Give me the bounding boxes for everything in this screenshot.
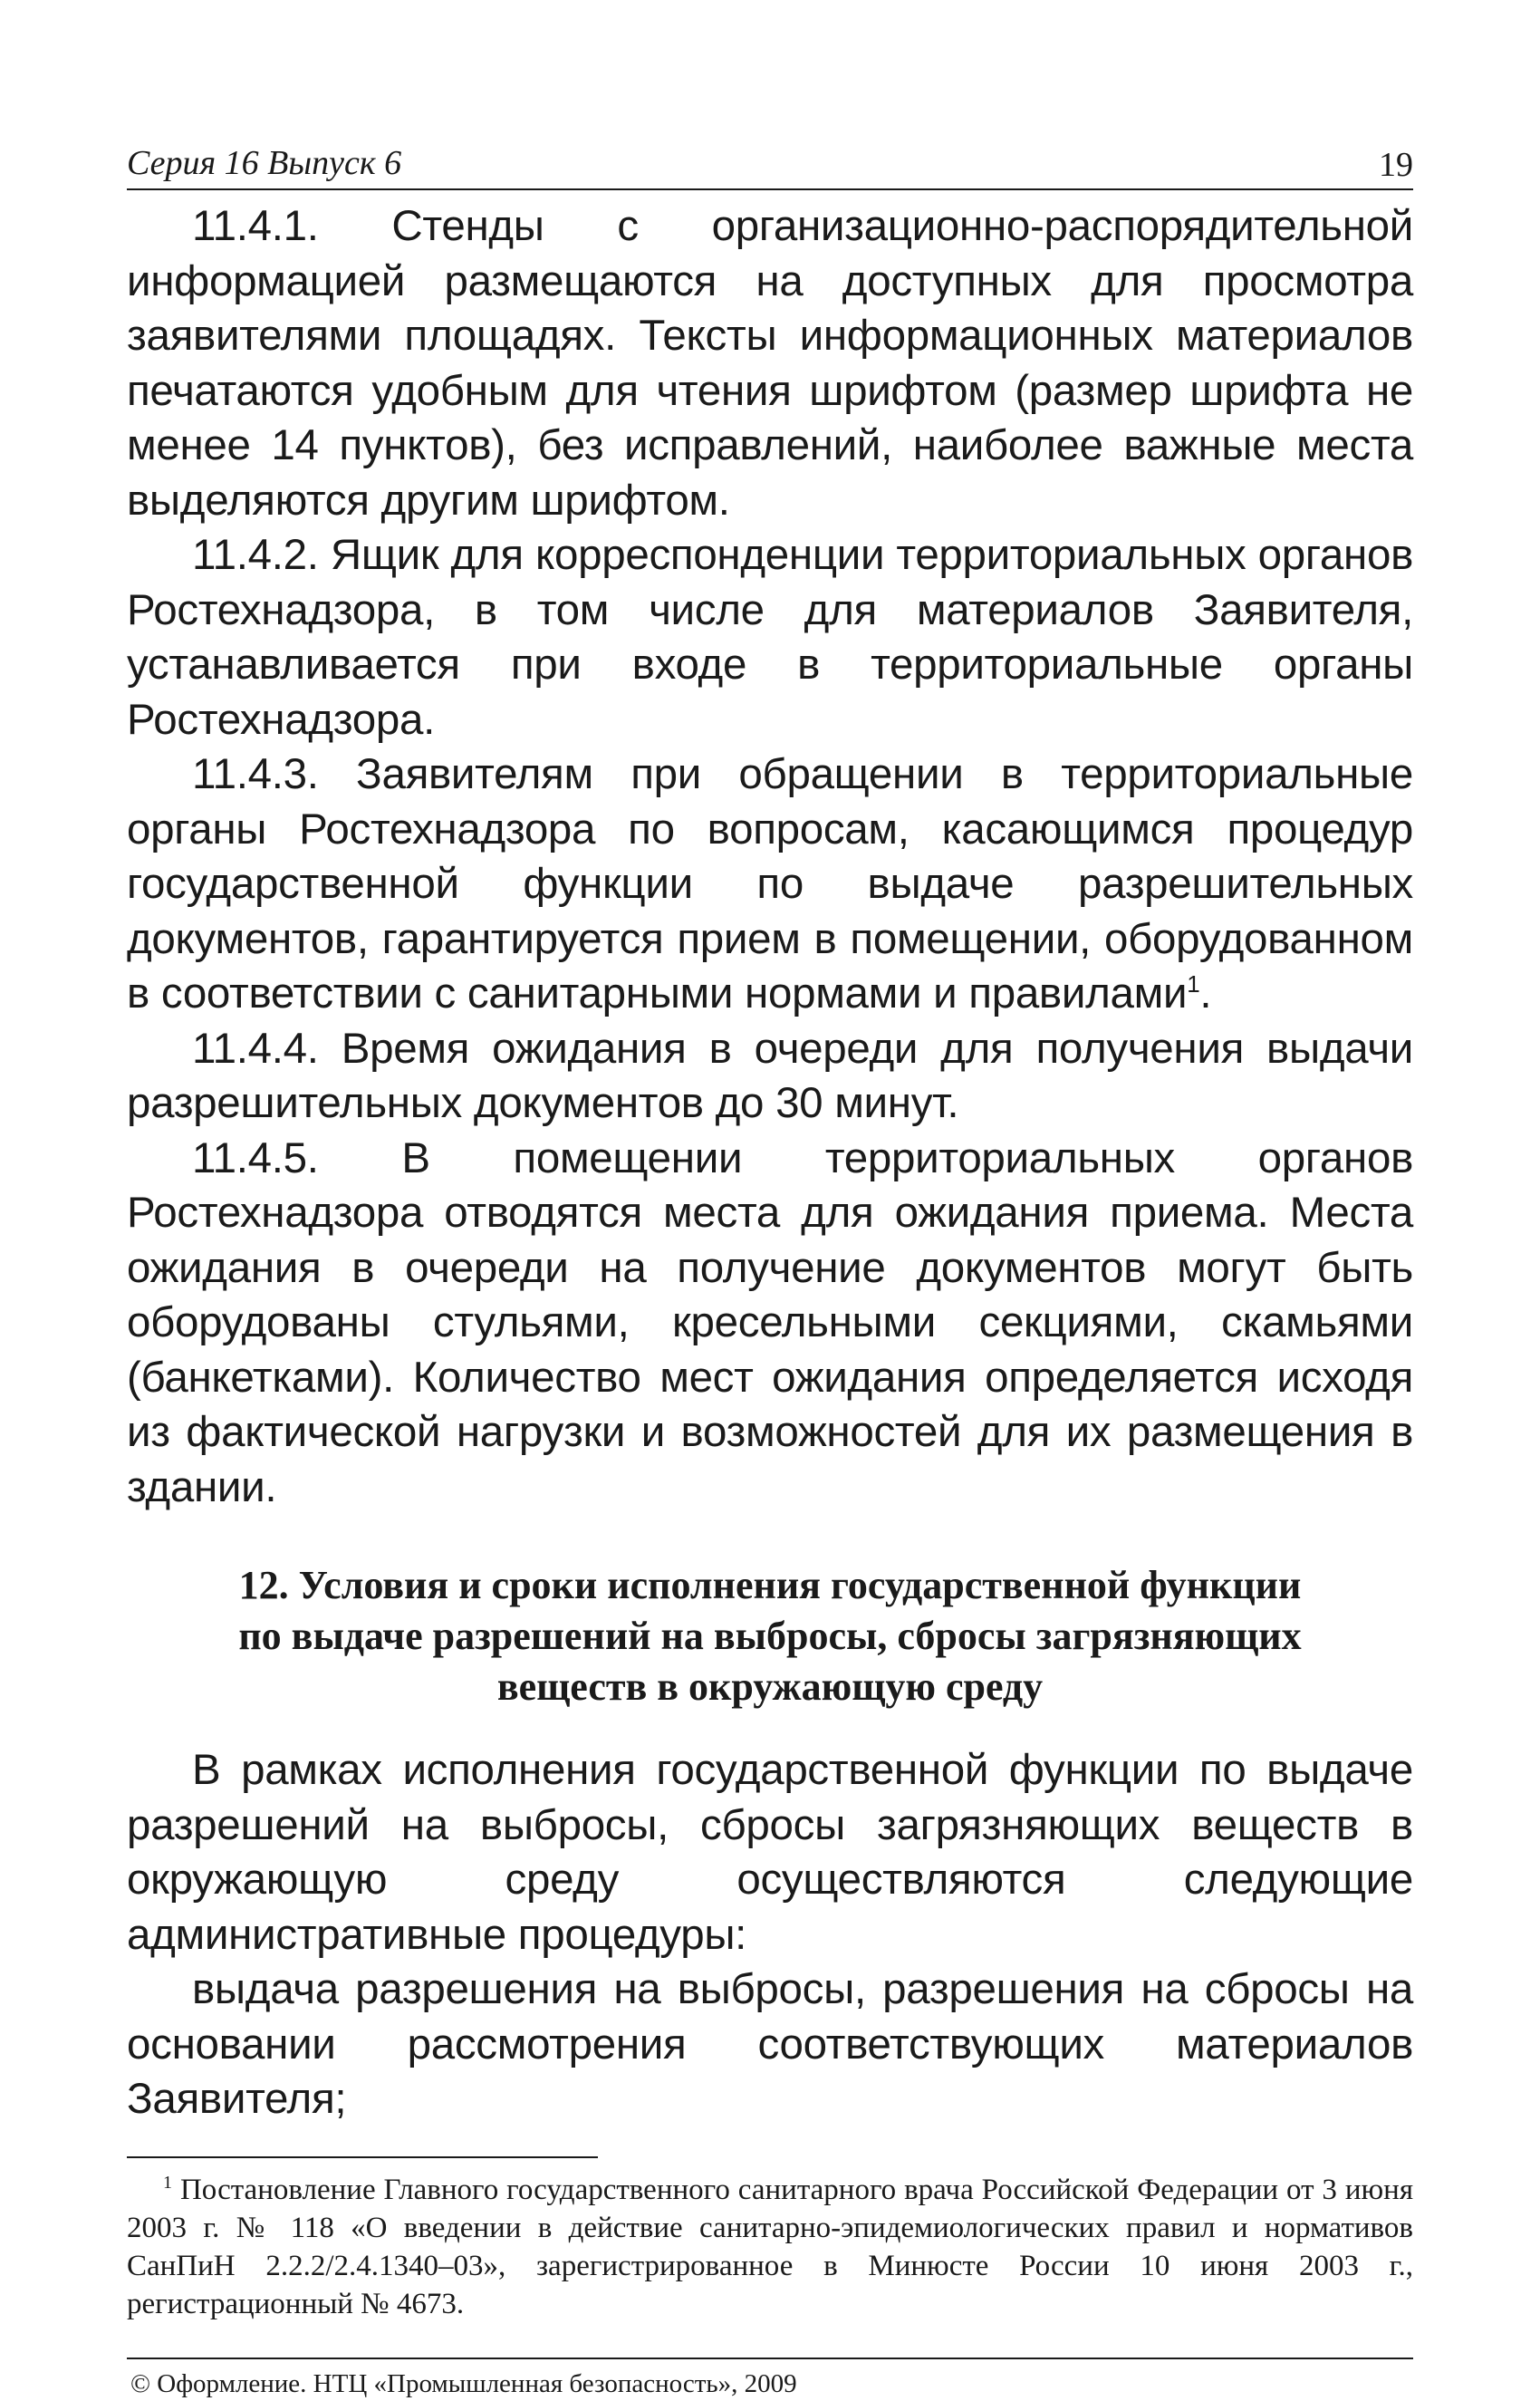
paragraph-11-4-4: 11.4.4. Время ожидания в очереди для получения выдачи разрешительных документов до 30 минут. bbox=[127, 1024, 1413, 1127]
running-header bbox=[127, 136, 1413, 190]
page-number: 19 bbox=[1379, 146, 1413, 184]
footnote-text: Постановление Главного государственного санитарного врача Российской Федерации от 3 июня 2003 г. № 118 «О введении в действие санитарно-эпидемиологических правил и нормативов СанПиН 2.2.2/2.4.1340–03», зарегистрированное в Минюсте России 10 июня 2003 г., регистрационный № 4673. bbox=[127, 2173, 1414, 2320]
section-text bbox=[127, 1743, 1413, 2127]
main-text bbox=[127, 199, 1413, 1515]
paragraph-11-4-2: 11.4.2. Ящик для корреспонденции территориальных органов Ростехнадзора, в том числе для материалов Заявителя, устанавливается при входе в территориальные органы Ростехнадзора. bbox=[127, 531, 1413, 744]
paragraph-11-4-1: 11.4.1. Стенды с организационно-распорядительной информацией размещаются на доступных для просмотра заявителями площадях. Тексты информационных материалов печатаются удобным для чтения шрифтом (размер шрифта не менее 14 пунктов), без исправлений, наиболее важные места выделяются другим шрифтом. bbox=[127, 202, 1413, 525]
footnote-reference: 1 bbox=[1187, 970, 1200, 998]
footnote-separator bbox=[127, 2156, 598, 2158]
section-paragraph-1: В рамках исполнения государственной функции по выдаче разрешений на выбросы, сбросы загрязняющих веществ в окружающую среду осуществляются следующие административные процедуры: bbox=[127, 1746, 1413, 1959]
paragraph-11-4-3-text: 11.4.3. Заявителям при обращении в территориальные органы Ростехнадзора по вопросам, касающимся процедур государственной функции по выдаче разрешительных документов, гарантируется прием в помещении, оборудованном в соответствии с санитарными нормами и правилами bbox=[127, 750, 1413, 1017]
section-paragraph-2: выдача разрешения на выбросы, разрешения на сбросы на основании рассмотрения соответствующих материалов Заявителя; bbox=[127, 1965, 1413, 2123]
section-heading bbox=[127, 1560, 1413, 1712]
footnote-marker: 1 bbox=[163, 2172, 172, 2193]
paragraph-11-4-3 bbox=[127, 747, 1413, 1022]
paragraph-11-4-3-end: . bbox=[1199, 969, 1212, 1017]
footnote bbox=[127, 2171, 1413, 2323]
section-heading-line-3: веществ в окружающую среду bbox=[496, 1664, 1044, 1709]
section-heading-line-1: 12. Условия и сроки исполнения государственной функции bbox=[238, 1563, 1302, 1607]
footer-rule bbox=[127, 2358, 1413, 2359]
copyright-footer: © Оформление. НТЦ «Промышленная безопасность», 2009 bbox=[130, 2368, 797, 2398]
series-title: Серия 16 Выпуск 6 bbox=[127, 144, 402, 182]
paragraph-11-4-5: 11.4.5. В помещении территориальных органов Ростехнадзора отводятся места для ожидания приема. Места ожидания в очереди на получение документов могут быть оборудованы стульями, кресельными секциями, скамьями (банкетками). Количество мест ожидания определяется исходя из фактической нагрузки и возможностей для их размещения в здании. bbox=[127, 1133, 1413, 1511]
section-heading-line-2: по выдаче разрешений на выбросы, сбросы загрязняющих bbox=[238, 1614, 1302, 1658]
document-page bbox=[127, 136, 1413, 2401]
